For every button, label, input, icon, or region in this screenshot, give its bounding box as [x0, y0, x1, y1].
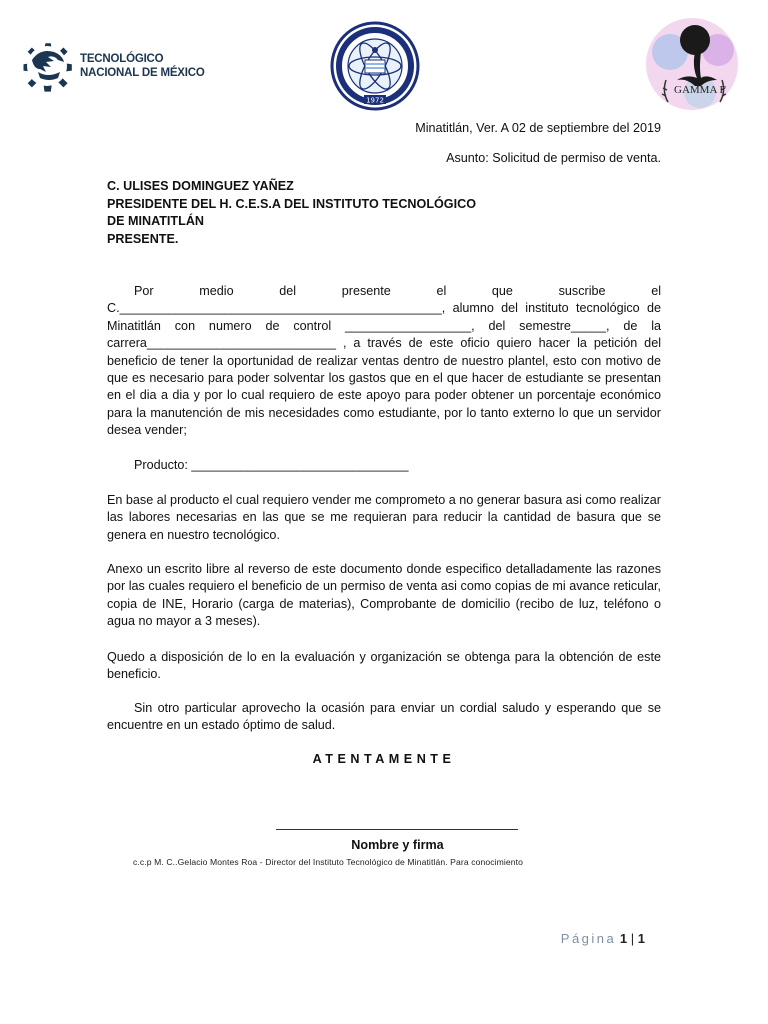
addressee-position: PRESIDENTE DEL H. C.E.S.A DEL INSTITUTO TECNOLÓGICO — [107, 196, 476, 211]
gamma-label: GAMMA Γ — [674, 84, 726, 96]
product-field — [134, 457, 409, 474]
tecnm-line1: TECNOLÓGICO — [80, 53, 164, 65]
signature-line — [276, 829, 518, 830]
paragraph-availability: Quedo a disposición de lo en la evaluación y organización se obtenga para la obtención de este beneficio. — [107, 650, 661, 682]
page-number — [561, 931, 645, 946]
tecnm-logo — [16, 20, 206, 112]
paragraph-commitment: En base al producto el cual requiero vender me comprometo a no generar basura asi como realizar las labores necesarias en las que se me requieran para reducir la cantidad de basura que se genera en nuestro tecnológico. — [107, 493, 661, 542]
gamma-tree-icon — [640, 12, 745, 120]
paragraph-annex: Anexo un escrito libre al reverso de este documento donde especifico detalladamente las razones por las cuales requiero el beneficio de un permiso de venta asi como copias de mi avance reticular, copia de INE, Horario (carga de materias), Comprobante de domicilio (recibo de luz, teléfono o agua no mayor a 3 meses). — [107, 562, 661, 629]
product-label: Producto: _______________________________ — [134, 458, 409, 472]
page-current: 1 — [619, 931, 628, 946]
tecnm-wordmark — [80, 52, 205, 80]
page-total: 1 — [637, 931, 645, 946]
gamma-logo — [640, 12, 745, 120]
place-date: Minatitlán, Ver. A 02 de septiembre del 2019 — [415, 121, 661, 135]
page-word: Página — [560, 931, 617, 946]
page-separator: | — [630, 931, 635, 946]
addressee-name: C. ULISES DOMINGUEZ YAÑEZ — [107, 179, 294, 193]
addressee-block — [107, 178, 476, 248]
paragraph-closing: Sin otro particular aprovecho la ocasión para enviar un cordial saludo y esperando que se encuentre en un estado óptimo de salud. — [107, 701, 661, 733]
gear-eagle-icon — [16, 20, 78, 112]
addressee-presente: PRESENTE. — [107, 231, 179, 246]
subject-text: Solicitud de permiso de venta. — [488, 151, 661, 165]
subject-label: Asunto: — [446, 151, 489, 165]
institute-seal-icon — [330, 20, 420, 112]
signature-label: Nombre y firma — [351, 838, 444, 852]
tecnm-line2: NACIONAL DE MÉXICO — [80, 67, 205, 79]
ccp-note: c.c.p M. C..Gelacio Montes Roa - Director del Instituto Tecnológico de Minatitlán. Para conocimiento — [133, 857, 524, 867]
paragraph-request: Por medio del presente el que suscribe el C.______________________________________________, alumno del instituto tecnológico de Minatitlán con numero de control __________________, del semestre_____, de la carrera___________________________ , a través de este oficio quiero hacer la petición del beneficio de tener la oportunidad de realizar ventas dentro de nuestro plantel, esto con motivo de que es necesario para poder solventar los gastos que en el que hacer de estudiante se presentan en el dia a dia y por lo cual requiero de este apoyo para poder obtener un porcentaje económico para la manutención de mis necesidades como estudiante, por lo tanto externo lo que un servidor desea vender; — [107, 284, 661, 438]
subject-line — [446, 150, 661, 167]
addressee-location: DE MINATITLÁN — [107, 214, 205, 228]
seal-year: 1972 — [366, 96, 384, 105]
closing-atentamente: ATENTAMENTE — [312, 752, 456, 766]
